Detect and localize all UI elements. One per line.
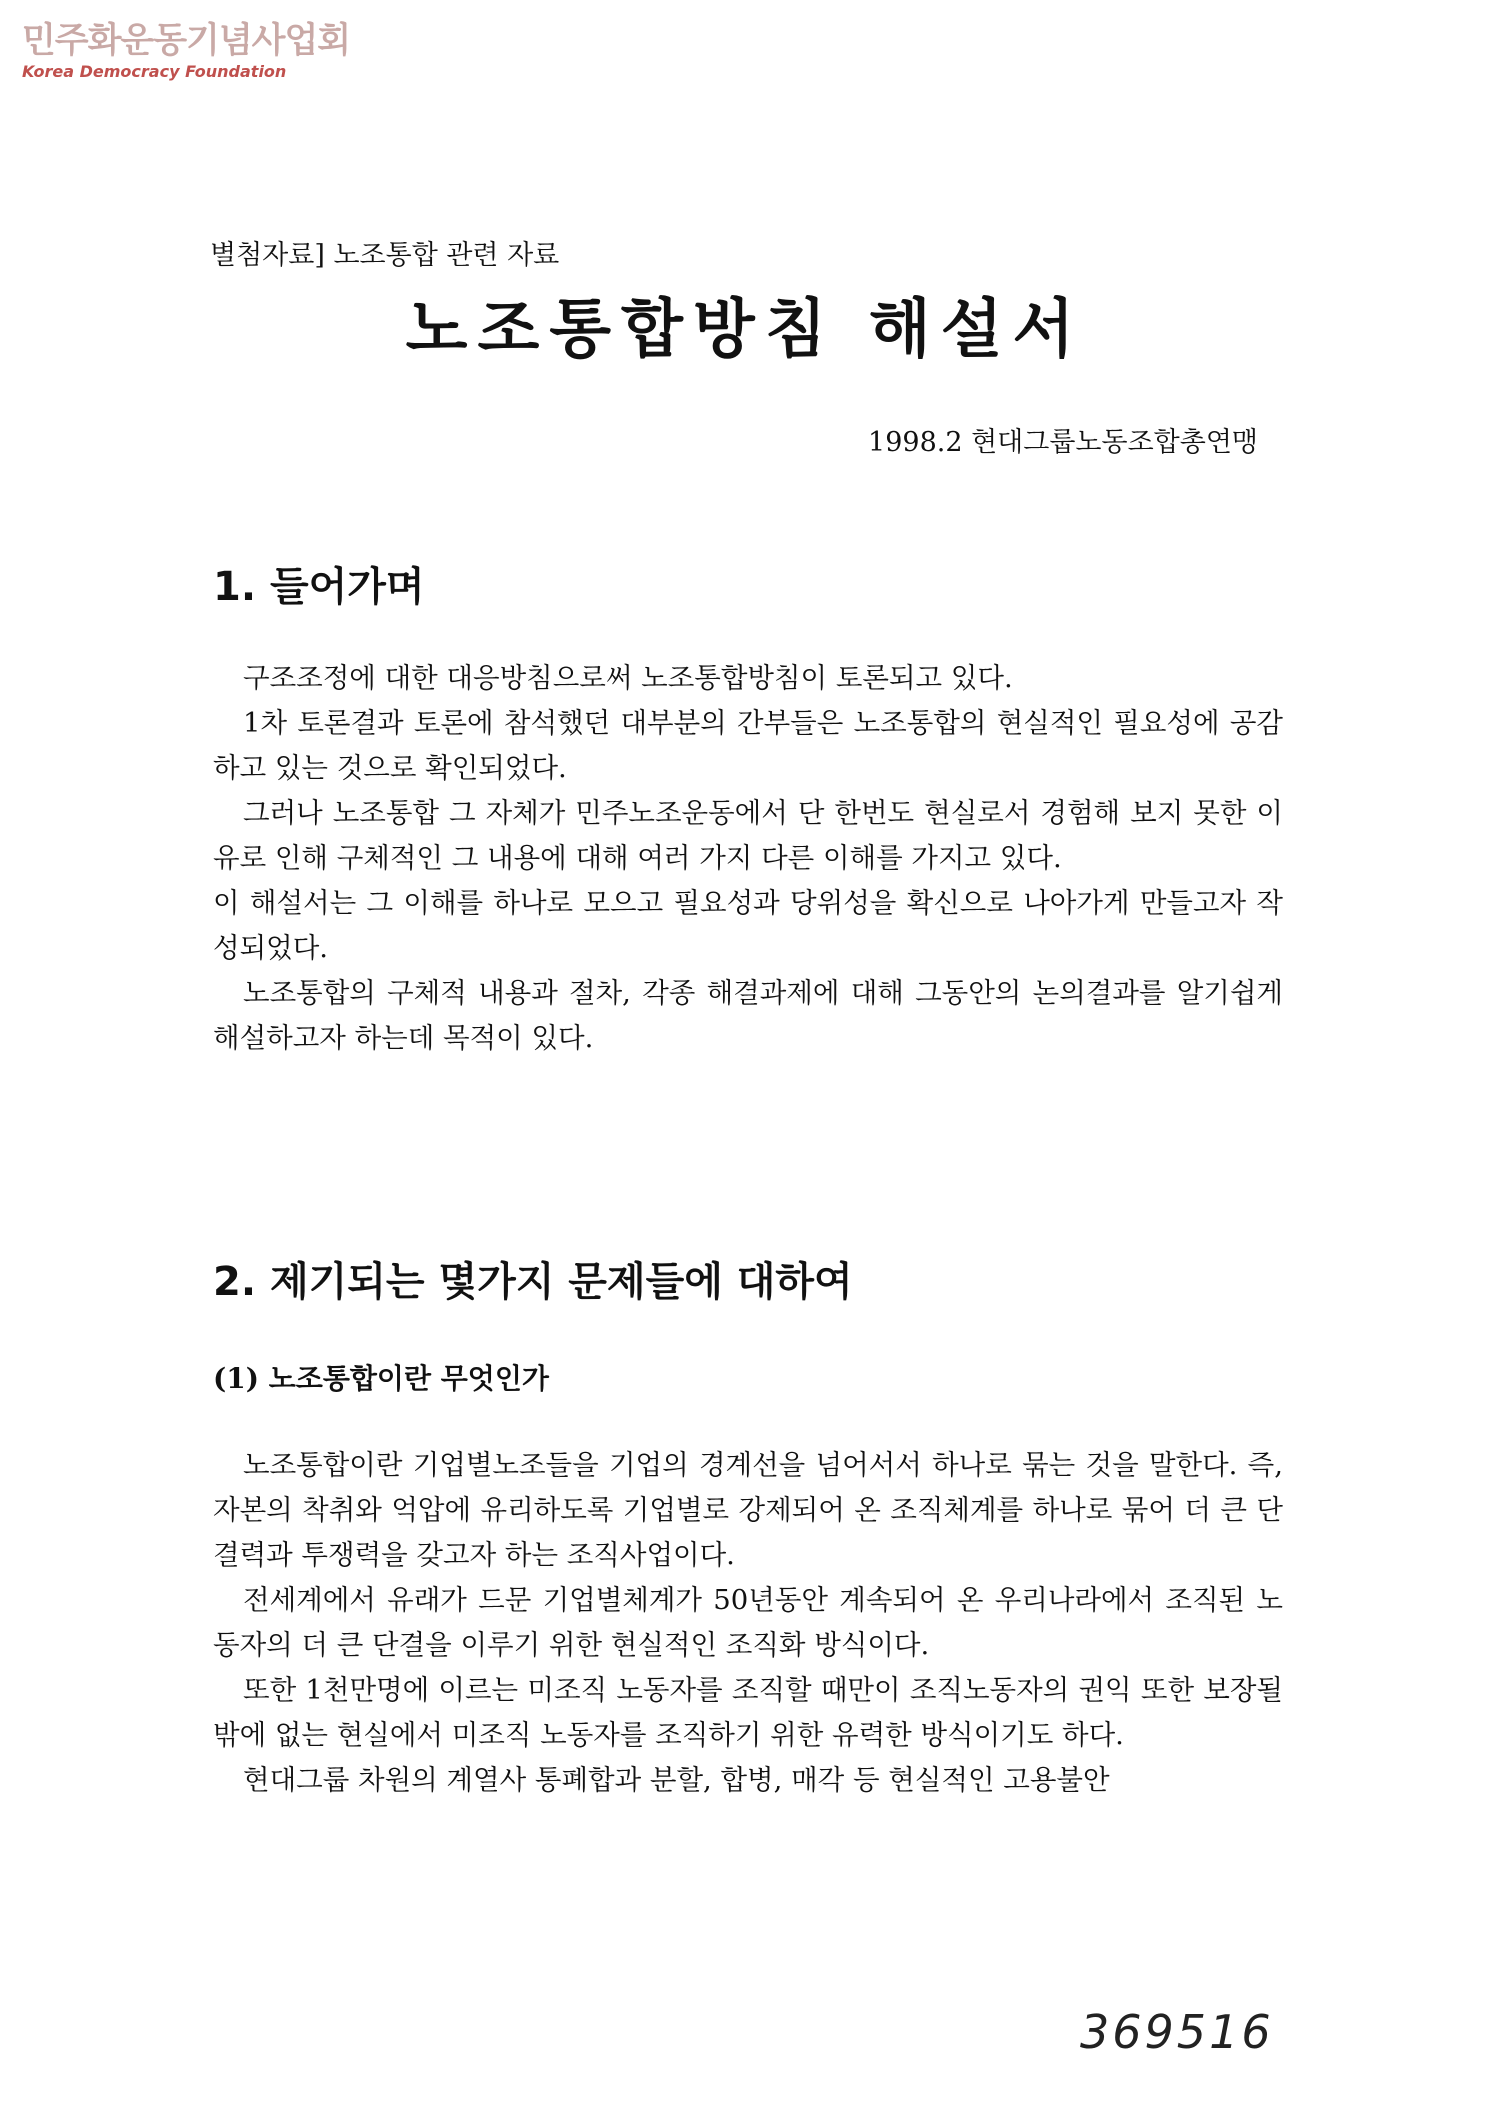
subsection-1-body [213, 1443, 1283, 1803]
handwritten-page-number: 369516 [1080, 2005, 1274, 2059]
attachment-label: 별첨자료] 노조통합 관련 자료 [210, 240, 560, 271]
section-2-heading: 2. 제기되는 몇가지 문제들에 대하여 [213, 1259, 853, 1305]
paragraph: 구조조정에 대한 대응방침으로써 노조통합방침이 토론되고 있다. [243, 662, 1013, 694]
section-1-heading: 1. 들어가며 [213, 564, 425, 610]
paragraph: 이 해설서는 그 이해를 하나로 모으고 필요성과 당위성을 확신으로 나아가게 만들고자 작성되었다. [213, 887, 1283, 964]
subsection-1-heading: (1) 노조통합이란 무엇인가 [213, 1362, 549, 1395]
paragraph: 1차 토론결과 토론에 참석했던 대부분의 간부들은 노조통합의 현실적인 필요성에 공감하고 있는 것으로 확인되었다. [213, 707, 1283, 784]
foundation-logo [22, 20, 351, 82]
paragraph: 그러나 노조통합 그 자체가 민주노조운동에서 단 한번도 현실로서 경험해 보지 못한 이유로 인해 구체적인 그 내용에 대해 여러 가지 다른 이해를 가지고 있다. [213, 797, 1283, 874]
section-1-body [213, 656, 1283, 1061]
document-date-organization: 1998.2 현대그룹노동조합총연맹 [868, 427, 1258, 458]
paragraph: 현대그룹 차원의 계열사 통폐합과 분할, 합병, 매각 등 현실적인 고용불안 [243, 1764, 1110, 1796]
document-title: 노조통합방침 해설서 [405, 293, 1085, 367]
paragraph: 노조통합의 구체적 내용과 절차, 각종 해결과제에 대해 그동안의 논의결과를 알기쉽게 해설하고자 하는데 목적이 있다. [213, 977, 1283, 1054]
paragraph: 전세계에서 유래가 드문 기업별체계가 50년동안 계속되어 온 우리나라에서 조직된 노동자의 더 큰 단결을 이루기 위한 현실적인 조직화 방식이다. [213, 1584, 1283, 1661]
logo-korean-text: 민주화운동기념사업회 [22, 21, 351, 61]
logo-english-text: Korea Democracy Foundation [22, 62, 287, 81]
paragraph: 또한 1천만명에 이르는 미조직 노동자를 조직할 때만이 조직노동자의 권익 또한 보장될밖에 없는 현실에서 미조직 노동자를 조직하기 위한 유력한 방식이기도 하다. [213, 1674, 1283, 1751]
paragraph: 노조통합이란 기업별노조들을 기업의 경계선을 넘어서서 하나로 묶는 것을 말한다. 즉, 자본의 착취와 억압에 유리하도록 기업별로 강제되어 온 조직체계를 하나로 묶어 더 큰 단결력과 투쟁력을 갖고자 하는 조직사업이다. [213, 1449, 1283, 1571]
